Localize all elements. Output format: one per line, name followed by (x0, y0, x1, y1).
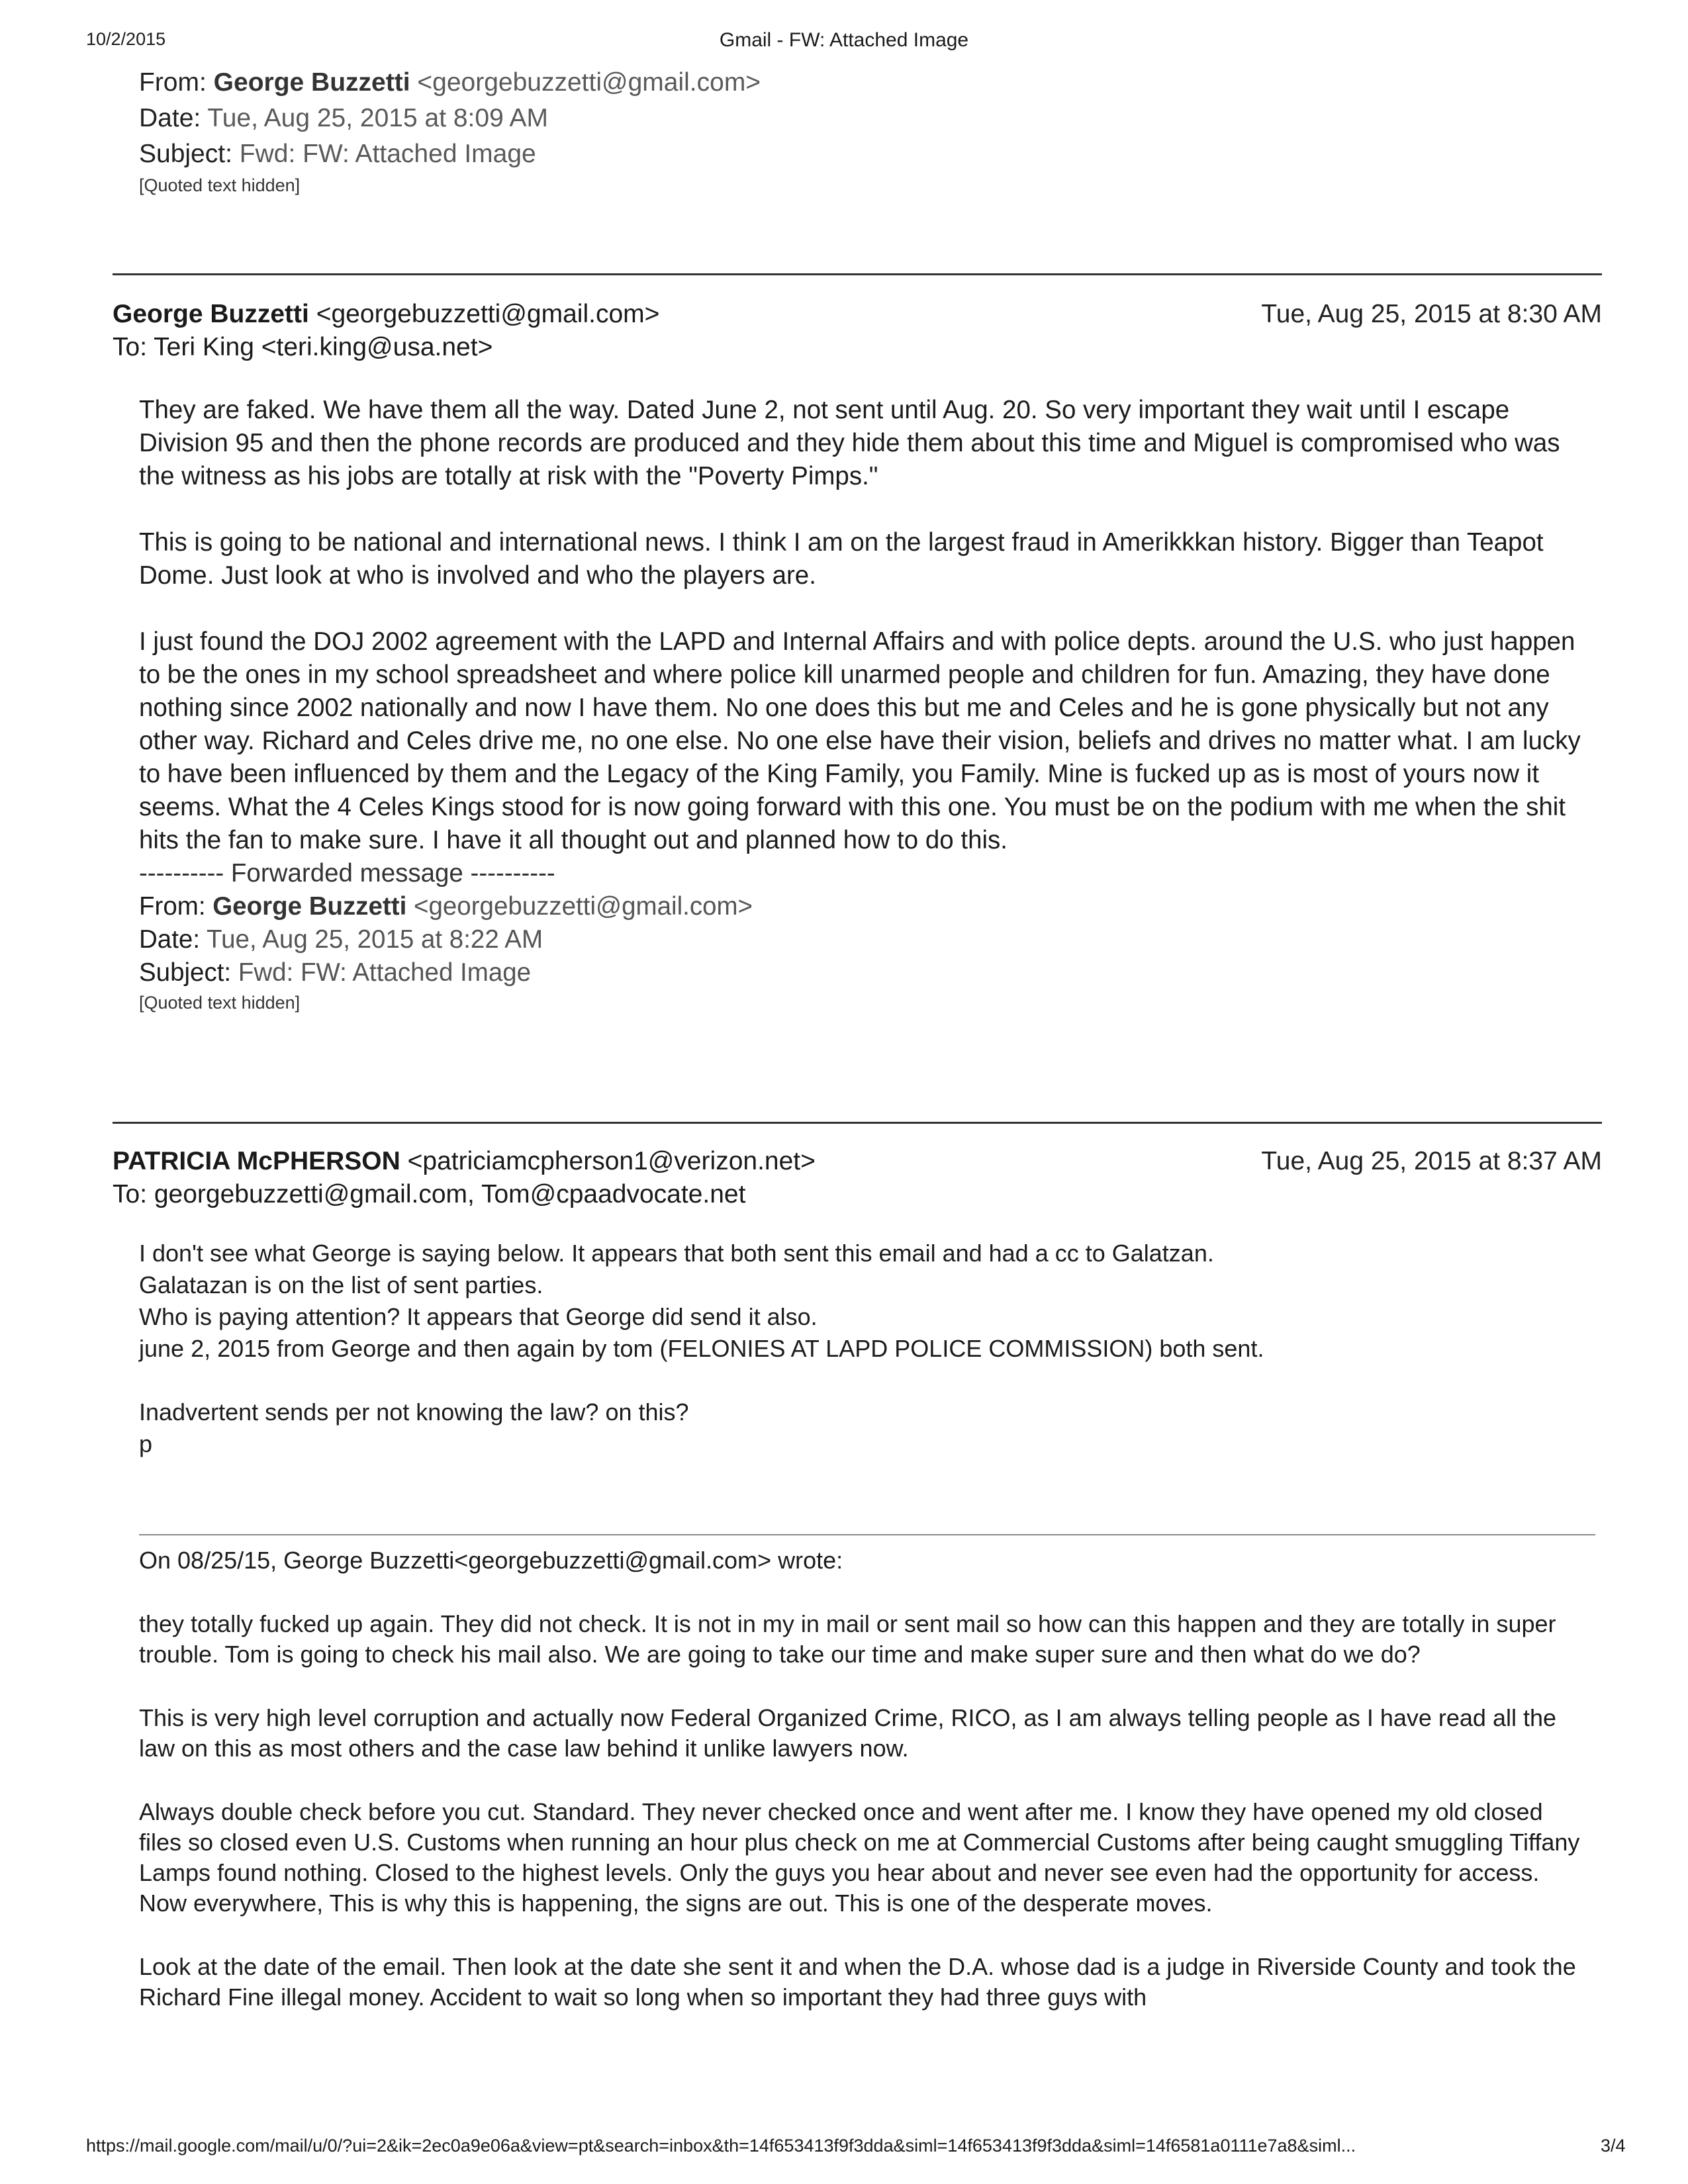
message-divider (113, 1122, 1602, 1124)
fwd-subject: Subject: Fwd: FW: Attached Image (139, 958, 532, 987)
top-fwd-from-addr[interactable]: <georgebuzzetti@gmail.com> (417, 68, 761, 97)
quote-attribution: On 08/25/15, George Buzzetti<georgebuzzetti@gmail.com> wrote: (139, 1547, 843, 1574)
body-paragraph: I just found the DOJ 2002 agreement with the LAPD and Internal Affairs and with police depts. around the U.S. who just happen to be the ones in my school spreadsheet and where police kill unarmed people and children for fun. Amazing, they have done nothing since 2002 nationally and now I have them. No one does this but me and Celes and he is gone physically but not any other way. Richard and Celes drive me, no one else. No one else have their vision, beliefs and drives no matter what. I am lucky to have been influenced by them and the Legacy of the King Family, you Family. Mine is fucked up as is most of yours now it seems. What the 4 Celes Kings stood for is now going forward with this one. You must be on the podium with me when the shit hits the fan to make sure. I have it all thought out and planned how to do this. (139, 627, 1581, 854)
print-footer-url[interactable]: https://mail.google.com/mail/u/0/?ui=2&ik=2ec0a9e06a&view=pt&search=inbox&th=14f653413f9f3dda&siml=14f653413f9f3dda&siml=14f6581a0111e7a8&siml... (86, 2136, 1356, 2156)
message-body-mcpherson (139, 1238, 1582, 1460)
sender-address[interactable]: <patriciamcpherson1@verizon.net> (407, 1147, 816, 1175)
print-date: 10/2/2015 (86, 29, 166, 49)
message-header-buzzetti (113, 298, 1602, 364)
top-fwd-from: From: George Buzzetti <georgebuzzetti@gmail.com> (139, 68, 761, 97)
quoted-text-hidden-link[interactable]: [Quoted text hidden] (139, 993, 301, 1013)
recipients: To: georgebuzzetti@gmail.com, Tom@cpaadvocate.net (113, 1180, 746, 1208)
top-fwd-date: Date: Tue, Aug 25, 2015 at 8:09 AM (139, 104, 548, 132)
quoted-paragraph: Always double check before you cut. Standard. They never checked once and went after me. I know they have opened my old closed files so closed even U.S. Customs when running an hour plus check on me at Commercial Customs after being caught smuggling Tiffany Lamps found nothing. Closed to the highest levels. Only the guys you hear about and never see even had the opportunity for access. Now everywhere, This is why this is happening, the signs are out. This is one of the desperate moves. (139, 1798, 1580, 1917)
recipients: To: Teri King <teri.king@usa.net> (113, 333, 493, 361)
sender-name: George Buzzetti (113, 300, 309, 328)
quoted-paragraph: This is very high level corruption and actually now Federal Organized Crime, RICO, as I am always telling people as I have read all the law on this as most others and the case law behind it unlike lawyers now. (139, 1704, 1557, 1762)
message-date: Tue, Aug 25, 2015 at 8:37 AM (1261, 1147, 1602, 1175)
top-fwd-subject: Subject: Fwd: FW: Attached Image (139, 140, 536, 168)
fwd-from: From: George Buzzetti <georgebuzzetti@gmail.com> (139, 892, 753, 921)
message-divider (113, 273, 1602, 275)
message-body-buzzetti (139, 394, 1582, 1016)
body-paragraph: They are faked. We have them all the way. Dated June 2, not sent until Aug. 20. So very important they wait until I escape Division 95 and then the phone records are produced and they hide them about this time and Miguel is compromised who was the witness as his jobs are totally at risk with the "Poverty Pimps." (139, 396, 1560, 490)
body-line: june 2, 2015 from George and then again by tom (FELONIES AT LAPD POLICE COMMISSION) both sent. (139, 1335, 1264, 1362)
quoted-paragraph: they totally fucked up again. They did not check. It is not in my in mail or sent mail so how can this happen and they are totally in super trouble. Tom is going to check his mail also. We are going to take our time and make super sure and then what do we do? (139, 1610, 1556, 1668)
body-paragraph: This is going to be national and international news. I think I am on the largest fraud in Amerikkkan history. Bigger than Teapot Dome. Just look at who is involved and who the players are. (139, 528, 1544, 590)
quoted-message (139, 1545, 1582, 2013)
sender-name: PATRICIA McPHERSON (113, 1147, 400, 1175)
message-header-mcpherson (113, 1145, 1602, 1211)
body-line: Inadvertent sends per not knowing the law? on this? (139, 1398, 689, 1426)
print-title: Gmail - FW: Attached Image (719, 29, 969, 51)
sender-address[interactable]: <georgebuzzetti@gmail.com> (316, 300, 660, 328)
print-page-number: 3/4 (1601, 2136, 1626, 2156)
body-line: Galatazan is on the list of sent parties. (139, 1271, 543, 1298)
body-line: I don't see what George is saying below. It appears that both sent this email and had a cc to Galatzan. (139, 1240, 1214, 1267)
top-fwd-from-name: George Buzzetti (213, 68, 410, 97)
message-date: Tue, Aug 25, 2015 at 8:30 AM (1261, 300, 1602, 328)
forwarded-message-marker: ---------- Forwarded message ---------- (139, 859, 555, 887)
quoted-text-hidden-link[interactable]: [Quoted text hidden] (139, 175, 301, 195)
quote-divider (139, 1534, 1595, 1535)
top-forward-header (139, 65, 761, 199)
body-line: p (139, 1430, 153, 1457)
body-line: Who is paying attention? It appears that George did send it also. (139, 1303, 818, 1330)
fwd-date: Date: Tue, Aug 25, 2015 at 8:22 AM (139, 925, 543, 954)
quoted-paragraph: Look at the date of the email. Then look at the date she sent it and when the D.A. whose dad is a judge in Riverside County and took the Richard Fine illegal money. Accident to wait so long when so important they had three guys with (139, 1953, 1576, 2011)
